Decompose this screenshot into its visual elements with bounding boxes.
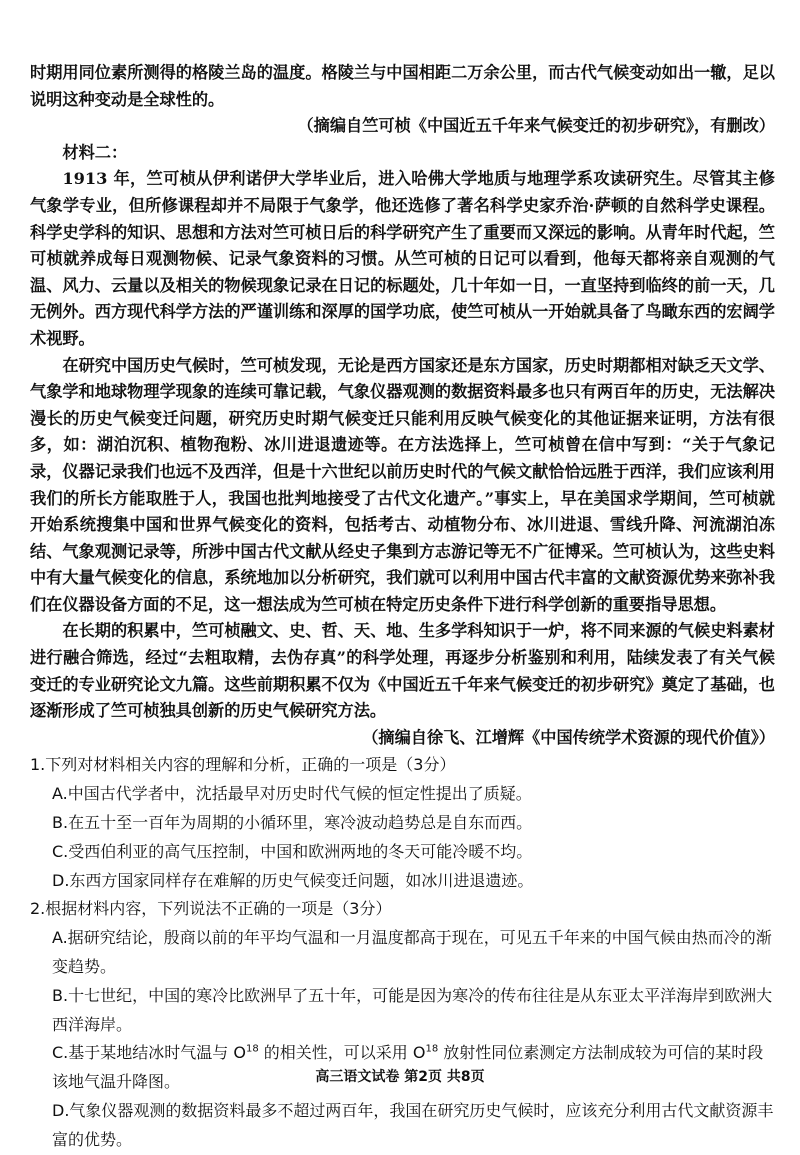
question-1-option-b: B.在五十至一百年为周期的小循环里，寒冷波动趋势总是自东而西。 [52, 813, 533, 833]
material2-paragraph-1: 1913 年，竺可桢从伊利诺伊大学毕业后，进入哈佛大学地质与地理学系攻读研究生。尽管其主修气象学专业，但所修课程却并不局限于气象学，他还选修了著名科学史家乔治·萨顿的自然科学史课程。科学史学科的知识、思想和方法对竺可桢日后的科学研究产生了重要而又深远的影响。从青年时代起，竺可桢就养成每日观测物候、记录气象资料的习惯。从竺可桢的日记可以看到，他每天都将亲自观测的气温、风力、云量以及相关的物候现象记录在日记的标题处，几十年如一日，一直坚持到临终的前一天，几无例外。西方现代科学方法的严谨训练和深厚的国学功底，使竺可桢从一开始就具备了鸟瞰东西的宏阔学术视野。 [30, 169, 775, 348]
material2-paragraph-3: 在长期的积累中，竺可桢融文、史、哲、天、地、生多学科知识于一炉，将不同来源的气候史料素材进行融合筛选，经过“去粗取精，去伪存真”的科学处理，再逐步分析鉴别和利用，陆续发表了有关气候变迁的专业研究论文九篇。这些前期积累不仅为《中国近五千年来气候变迁的初步研究》奠定了基础，也逐渐形成了竺可桢独具创新的历史气候研究方法。 [30, 621, 775, 721]
material2-paragraph-2: 在研究中国历史气候时，竺可桢发现，无论是西方国家还是东方国家，历史时期都相对缺乏天文学、气象学和地球物理学现象的连续可靠记载，气象仪器观测的数据资料最多也只有两百年的历史，无法解决漫长的历史气候变迁问题，研究历史时期气候变迁只能利用反映气候变化的其他证据来证明，方法有很多，如：湖泊沉积、植物孢粉、冰川进退遗迹等。在方法选择上，竺可桢曾在信中写到：“关于气象记录，仪器记录我们也远不及西洋，但是十六世纪以前历史时代的气候文献恰恰远胜于西洋，我们应该利用我们的所长方能取胜于人，我国也批判地接受了古代文化遗产。”事实上，早在美国求学期间，竺可桢就开始系统搜集中国和世界气候变化的资料，包括考古、动植物分布、冰川进退、雪线升降、河流湖泊冻结、气象观测记录等，所涉中国古代文献从经史子集到方志游记等无不广征博采。竺可桢认为，这些史料中有大量气候变化的信息，系统地加以分析研究，我们就可以利用中国古代丰富的文献资源优势来弥补我们在仪器设备方面的不足，这一想法成为竺可桢在特定历史条件下进行科学创新的重要指导思想。 [30, 355, 775, 614]
material1-tail-text: 时期用同位素所测得的格陵兰岛的温度。格陵兰与中国相距二万余公里，而古代气候变动如出一辙，足以说明这种变动是全球性的。 [30, 63, 775, 109]
page-content [30, 60, 775, 1155]
question-2-stem: 2.根据材料内容，下列说法不正确的一项是（3分） [30, 899, 392, 919]
page-footer: 高三语文试卷 第2页 共8页 [315, 1069, 485, 1085]
question-2-option-a: A.据研究结论，殷商以前的年平均气温和一月温度都高于现在，可见五千年来的中国气候由热而冷的渐变趋势。 [52, 928, 772, 977]
question-2-option-c: C.基于某地结冰时气温与 $O^{18}$ 的相关性，可以采用 $O^{18}$ 放射性同位素测定方法制成较为可信的某时段该地气温升降图。 [52, 1043, 764, 1092]
material1-source: （摘编自竺可桢《中国近五千年来气候变迁的初步研究》，有删改） [297, 116, 775, 136]
material2-source: （摘编自徐飞、江增辉《中国传统学术资源的现代价值》） [362, 727, 775, 747]
material2-heading: 材料二： [62, 142, 128, 162]
question-1-option-a: A.中国古代学者中，沈括最早对历史时代气候的恒定性提出了质疑。 [52, 784, 532, 804]
question-2 [30, 895, 775, 1154]
question-2-option-d: D.气象仪器观测的数据资料最多不超过两百年，我国在研究历史气候时，应该充分利用古代文献资源丰富的优势。 [52, 1101, 774, 1149]
question-1 [30, 751, 775, 895]
question-1-option-c: C.受西伯利亚的高气压控制，中国和欧洲两地的冬天可能冷暖不均。 [52, 841, 533, 861]
question-1-stem: 1.下列对材料相关内容的理解和分析，正确的一项是（3分） [30, 755, 456, 775]
question-1-option-d: D.东西方国家同样存在难解的历史气候变迁问题，如冰川进退遗迹。 [52, 870, 534, 890]
question-2-option-b: B.十七世纪，中国的寒冷比欧洲早了五十年，可能是因为寒冷的传布往往是从东亚太平洋海岸到欧洲大西洋海岸。 [52, 985, 773, 1034]
